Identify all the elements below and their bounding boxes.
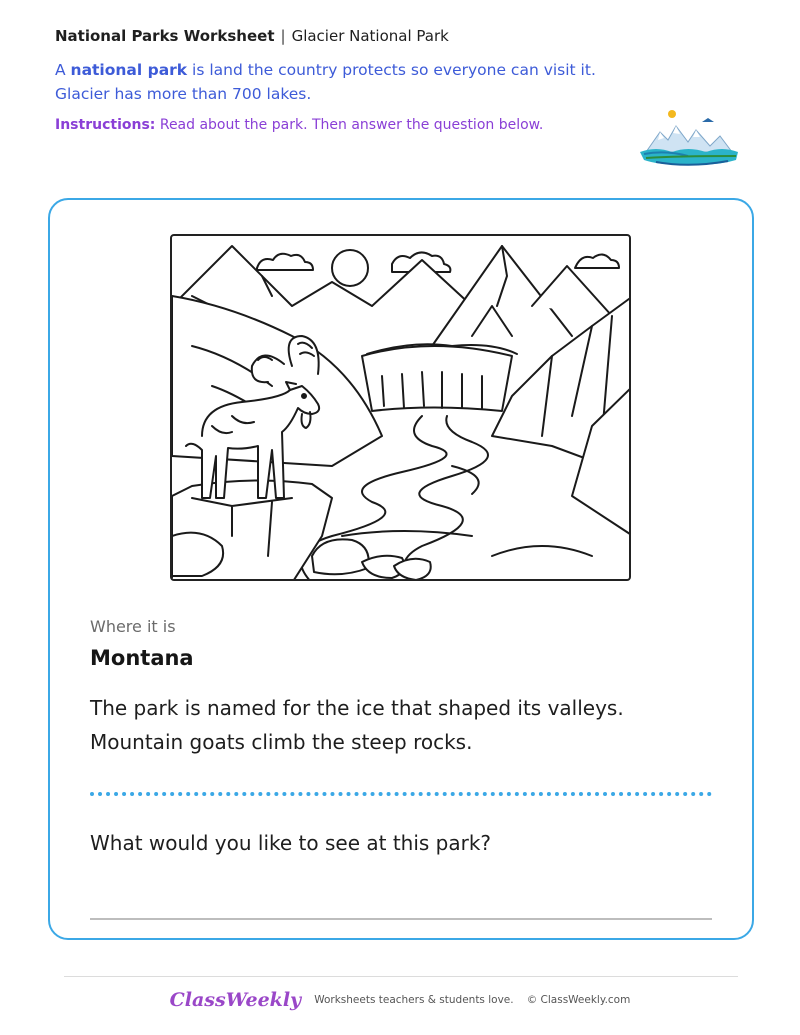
mountain-island-icon bbox=[636, 106, 742, 168]
intro-part-1: A bbox=[55, 61, 71, 79]
intro-part-2: is land the country protects so everyone can visit it. bbox=[187, 61, 596, 79]
glacier-illustration bbox=[170, 234, 631, 581]
intro-line-1 bbox=[55, 58, 596, 82]
brand-logo: ClassWeekly bbox=[169, 989, 302, 1011]
dotted-divider bbox=[90, 792, 712, 796]
instructions bbox=[55, 117, 543, 133]
instructions-text: Read about the park. Then answer the question below. bbox=[155, 117, 544, 133]
park-description: The park is named for the ice that shaped its valleys. Mountain goats climb the steep rocks. bbox=[90, 696, 624, 754]
intro-line-2: Glacier has more than 700 lakes. bbox=[55, 85, 312, 103]
worksheet-header bbox=[55, 27, 449, 45]
footer-tagline: Worksheets teachers & students love. bbox=[314, 994, 514, 1006]
instructions-label: Instructions: bbox=[55, 117, 156, 133]
park-name: Glacier National Park bbox=[291, 27, 449, 45]
park-location: Montana bbox=[90, 646, 194, 670]
where-label: Where it is bbox=[90, 617, 176, 636]
worksheet-title: National Parks Worksheet bbox=[55, 27, 275, 45]
answer-line[interactable] bbox=[90, 918, 712, 920]
footer-divider bbox=[64, 976, 738, 977]
intro-term: national park bbox=[70, 61, 188, 79]
question-text: What would you like to see at this park? bbox=[90, 831, 492, 855]
footer-copyright: © ClassWeekly.com bbox=[526, 994, 631, 1006]
intro-text bbox=[55, 58, 596, 106]
header-separator: | bbox=[280, 27, 286, 45]
footer bbox=[0, 989, 800, 1011]
